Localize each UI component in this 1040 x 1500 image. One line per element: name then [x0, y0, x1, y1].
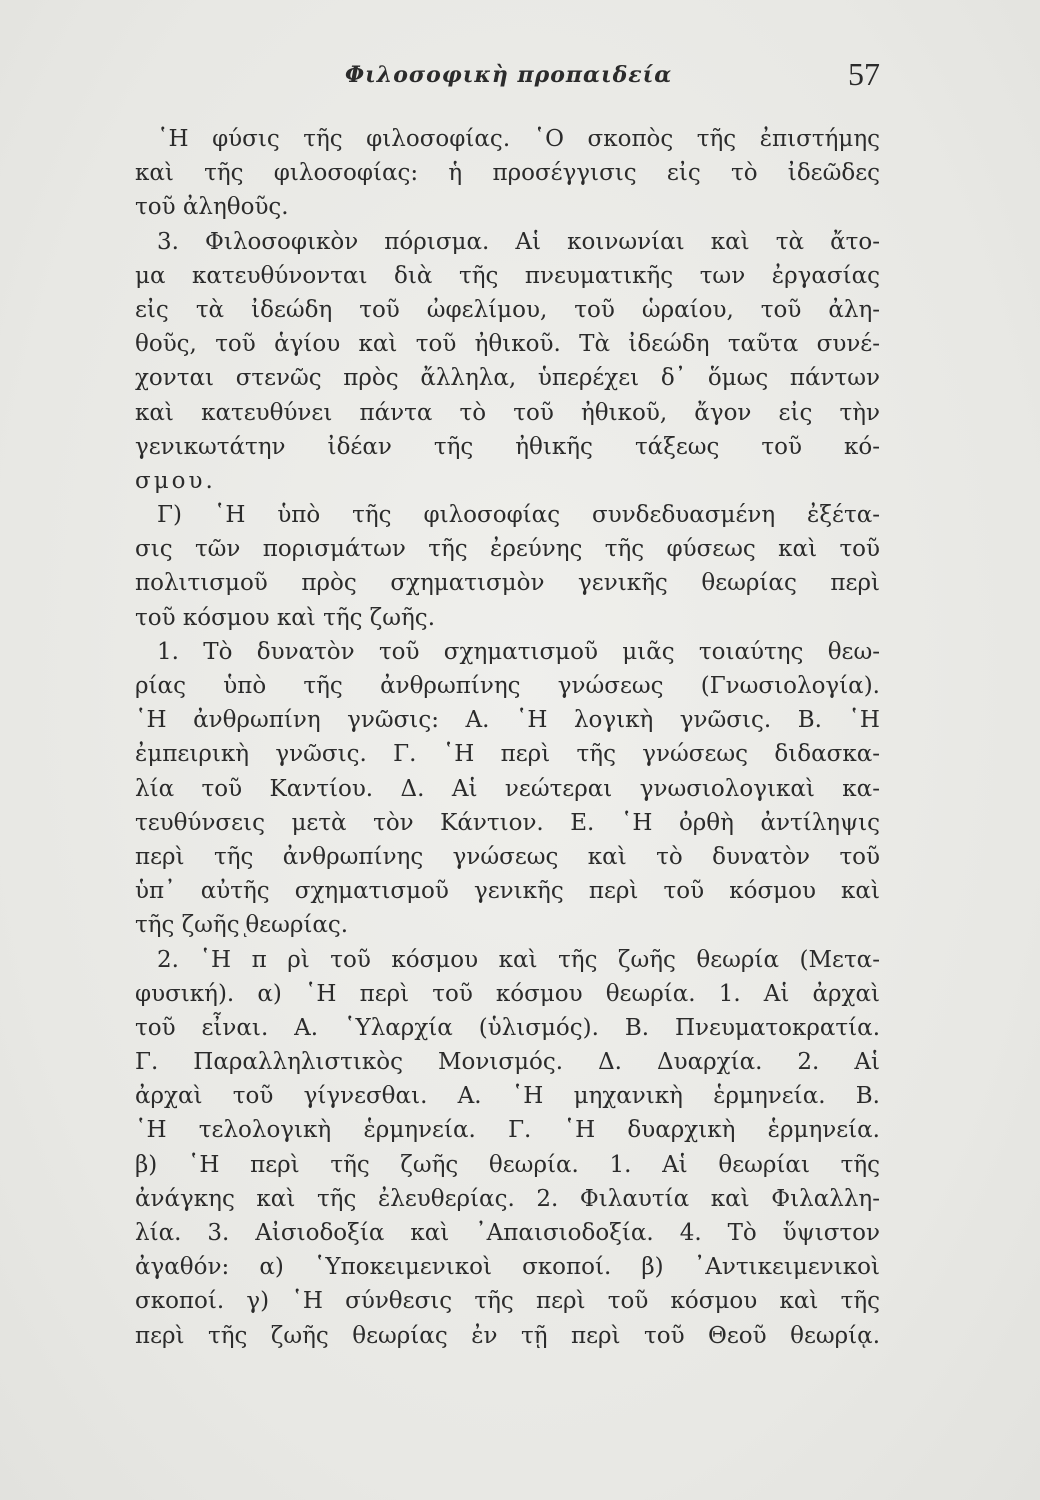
text-line: μα κατευθύνονται διὰ τῆς πνευματικῆς των ἐργασίας	[135, 262, 880, 289]
text-line: χονται στενῶς πρὸς ἄλληλα, ὑπερέχει δ᾿ ὅμως πάντων	[135, 365, 880, 392]
text-line: λία. 3. Αἰσιοδοξία καὶ ᾿Απαισιοδοξία. 4. Τὸ ὕψιστον	[135, 1220, 880, 1246]
text-line: ὑπ᾿ αὐτῆς σχηματισμοῦ γενικῆς περὶ τοῦ κόσμου καὶ	[135, 878, 880, 905]
text-line: ῾Η τελολογικὴ ἑρμηνεία. Γ. ῾Η δυαρχικὴ ἑρμηνεία.	[135, 1117, 880, 1144]
page-number: 57	[848, 56, 880, 92]
text-line: τευθύνσεις μετὰ τὸν Κάντιον. Ε. ῾Η ὀρθὴ ἀντίληψις	[135, 809, 880, 836]
text-line: τῆς ζωῆς ͅθεωρίας.	[135, 912, 349, 939]
text-line: γενικωτάτην ἰδέαν τῆς ἠθικῆς τάξεως τοῦ κό-	[135, 433, 880, 460]
text-line: β) ῾Η περὶ τῆς ζωῆς θεωρία. 1. Αἱ θεωρίαι τῆς	[135, 1151, 880, 1178]
text-line: ἀρχαὶ τοῦ γίγνεσθαι. Α. ῾Η μηχανικὴ ἑρμηνεία. Β.	[135, 1083, 880, 1110]
body-text	[135, 122, 880, 1353]
text-line: θοῦς, τοῦ ἁγίου καὶ τοῦ ἠθικοῦ. Τὰ ἰδεώδη ταῦτα συνέ-	[135, 331, 880, 358]
text-line: λία τοῦ Καντίου. Δ. Αἱ νεώτεραι γνωσιολογικαὶ κα-	[135, 775, 880, 802]
text-line: σμου.	[135, 467, 216, 494]
text-line: σις τῶν πορισμάτων τῆς ἐρεύνης τῆς φύσεως καὶ τοῦ	[135, 536, 880, 563]
text-line: τοῦ ἀληθοῦς.	[135, 194, 289, 221]
text-line: Γ. Παραλληλιστικὸς Μονισμός. Δ. Δυαρχία. 2. Αἱ	[135, 1049, 880, 1076]
text-line: Γ) ῾Η ὑπὸ τῆς φιλοσοφίας συνδεδυασμένη ἐξέτα-	[157, 502, 880, 529]
text-line: σκοποί. γ) ῾Η σύνθεσις τῆς περὶ τοῦ κόσμου καὶ τῆς	[135, 1288, 880, 1315]
text-line: ἐμπειρικὴ γνῶσις. Γ. ῾Η περὶ τῆς γνώσεως διδασκα-	[135, 741, 880, 768]
text-line: περὶ τῆς ἀνθρωπίνης γνώσεως καὶ τὸ δυνατὸν τοῦ	[135, 843, 880, 870]
text-line: 2. ῾Η π ρὶ τοῦ κόσμου καὶ τῆς ζωῆς θεωρία (Μετα-	[157, 946, 880, 973]
text-line: περὶ τῆς ζωῆς θεωρίας ἐν τῇ περὶ τοῦ Θεοῦ θεωρίᾳ.	[135, 1322, 880, 1349]
text-line: πολιτισμοῦ πρὸς σχηματισμὸν γενικῆς θεωρίας περὶ	[135, 570, 880, 597]
running-title: Φιλοσοφικὴ προπαιδεία	[345, 62, 673, 88]
text-line: εἰς τὰ ἰδεώδη τοῦ ὠφελίμου, τοῦ ὡραίου, τοῦ ἀλη-	[135, 296, 880, 323]
text-line: 3. Φιλοσοφικὸν πόρισμα. Αἱ κοινωνίαι καὶ τὰ ἄτο-	[157, 228, 880, 255]
text-line: ρίας ὑπὸ τῆς ἀνθρωπίνης γνώσεως (Γνωσιολογία).	[135, 673, 880, 699]
text-line: τοῦ εἶναι. Α. ῾Υλαρχία (ὑλισμός). Β. Πνευματοκρατία.	[135, 1014, 880, 1041]
text-line: φυσική). α) ῾Η περὶ τοῦ κόσμου θεωρία. 1. Αἱ ἀρχαὶ	[135, 980, 880, 1007]
text-line: ἀγαθόν: α) ῾Υποκειμενικοὶ σκοποί. β) ᾿Αντικειμενικοὶ	[135, 1254, 880, 1281]
text-line: 1. Τὸ δυνατὸν τοῦ σχηματισμοῦ μιᾶς τοιαύτης θεω-	[157, 638, 880, 665]
text-line: ἀνάγκης καὶ τῆς ἐλευθερίας. 2. Φιλαυτία καὶ Φιλαλλη-	[135, 1185, 880, 1212]
text-line: καὶ κατευθύνει πάντα τὸ τοῦ ἠθικοῦ, ἄγον εἰς τὴν	[135, 399, 880, 426]
text-line: τοῦ κόσμου καὶ τῆς ζωῆς.	[135, 604, 435, 631]
running-head	[135, 56, 880, 102]
text-line: ῾Η ἀνθρωπίνη γνῶσις: Α. ῾Η λογικὴ γνῶσις. Β. ῾Η	[135, 707, 880, 734]
text-line: καὶ τῆς φιλοσοφίας: ἡ προσέγγισις εἰς τὸ ἰδεῶδες	[135, 160, 880, 187]
text-line: ῾Η φύσις τῆς φιλοσοφίας. ῾Ο σκοπὸς τῆς ἐπιστήμης	[157, 126, 880, 152]
